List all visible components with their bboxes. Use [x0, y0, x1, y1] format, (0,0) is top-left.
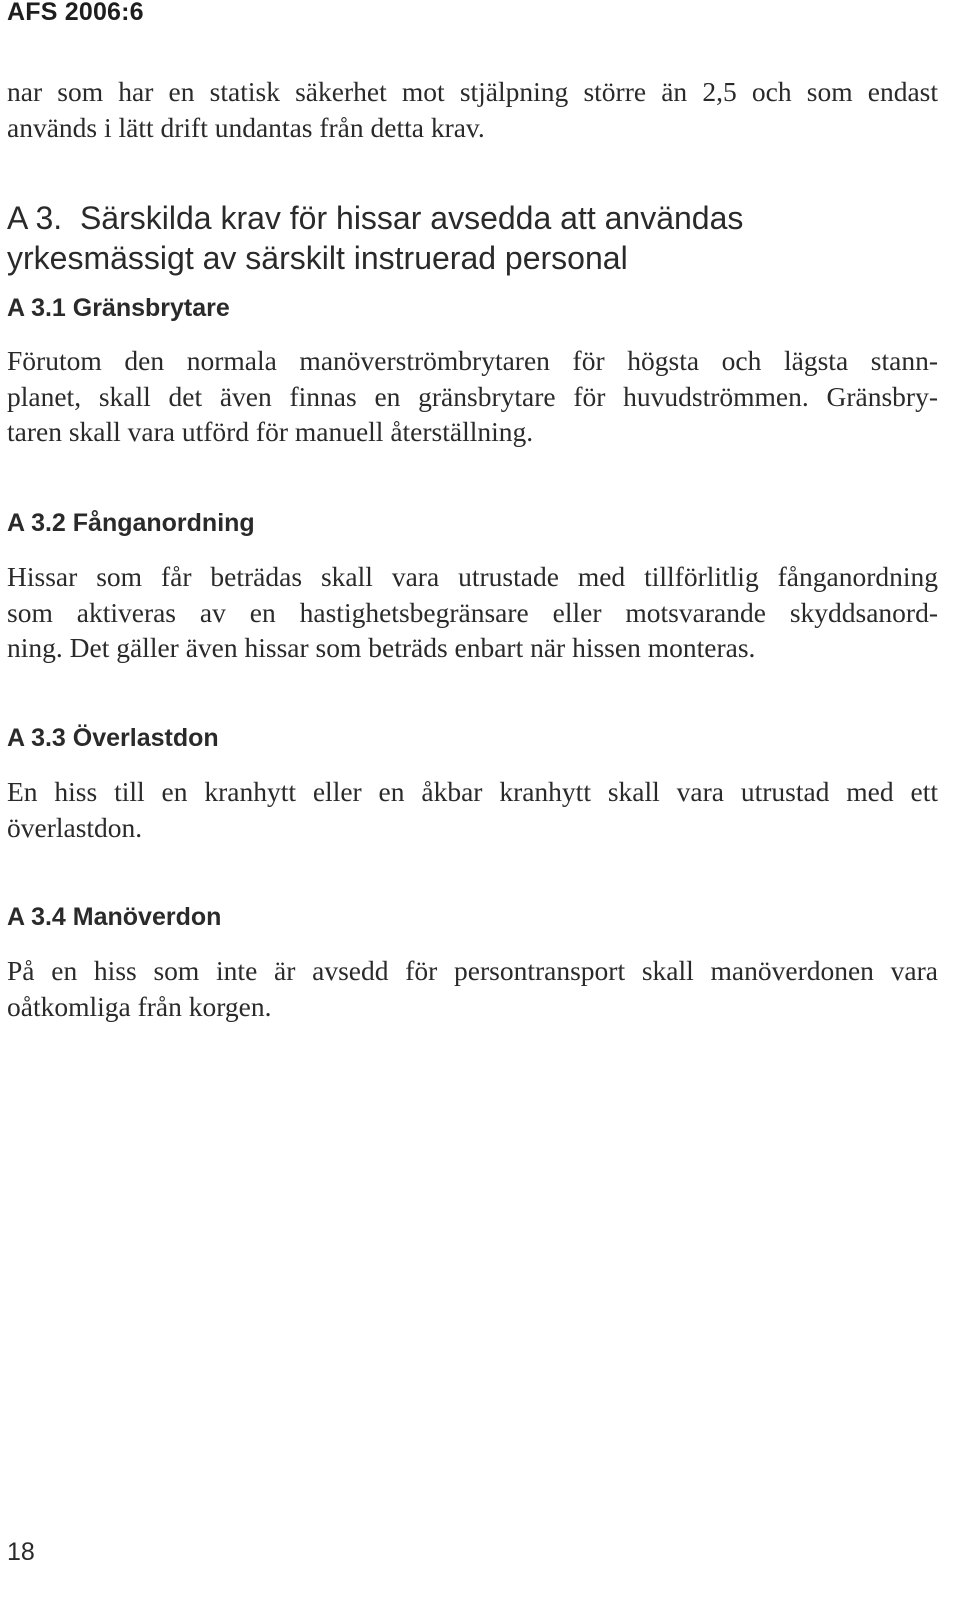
paragraph-line: som aktiveras av en hastighetsbegränsare eller motsvarande skyddsanord-	[7, 596, 938, 628]
subsection-heading-fanganordning: A 3.2 Fånganordning	[7, 509, 255, 537]
paragraph-line: Hissar som får beträdas skall vara utrustade med tillförlitlig fånganordning	[7, 561, 938, 592]
paragraph-line: Förutom den normala manöverströmbrytaren för högsta och lägsta stann-	[7, 345, 938, 376]
paragraph-overlastdon	[7, 774, 938, 845]
section-title	[7, 198, 937, 278]
document-code: AFS 2006:6	[7, 0, 144, 26]
section-title-line: yrkesmässigt av särskilt instruerad personal	[7, 240, 628, 276]
paragraph-line: ning. Det gäller även hissar som beträds enbart när hissen monteras.	[7, 632, 756, 663]
paragraph-gransbrytare	[7, 343, 938, 450]
intro-paragraph	[7, 74, 938, 145]
paragraph-line: taren skall vara utförd för manuell återställning.	[7, 416, 534, 447]
paragraph-fanganordning	[7, 559, 938, 666]
paragraph-line: oåtkomliga från korgen.	[7, 990, 272, 1022]
paragraph-line: På en hiss som inte är avsedd för persontransport skall manöverdonen vara	[7, 955, 938, 986]
paragraph-line: En hiss till en kranhytt eller en åkbar kranhytt skall vara utrustad med ett	[7, 776, 938, 807]
intro-line: nar som har en statisk säkerhet mot stjälpning större än 2,5 och som endast	[7, 76, 938, 107]
paragraph-line: planet, skall det även finnas en gränsbrytare för huvudströmmen. Gränsbry-	[7, 380, 938, 412]
section-title-line: A 3. Särskilda krav för hissar avsedda att användas	[7, 200, 744, 236]
paragraph-manoverdon	[7, 953, 938, 1024]
intro-line: används i lätt drift undantas från detta krav.	[7, 111, 485, 143]
subsection-heading-overlastdon: A 3.3 Överlastdon	[7, 724, 219, 752]
page-number: 18	[7, 1538, 35, 1566]
paragraph-line: överlastdon.	[7, 811, 143, 843]
subsection-heading-manoverdon: A 3.4 Manöverdon	[7, 903, 222, 931]
subsection-heading-gransbrytare: A 3.1 Gränsbrytare	[7, 294, 230, 322]
